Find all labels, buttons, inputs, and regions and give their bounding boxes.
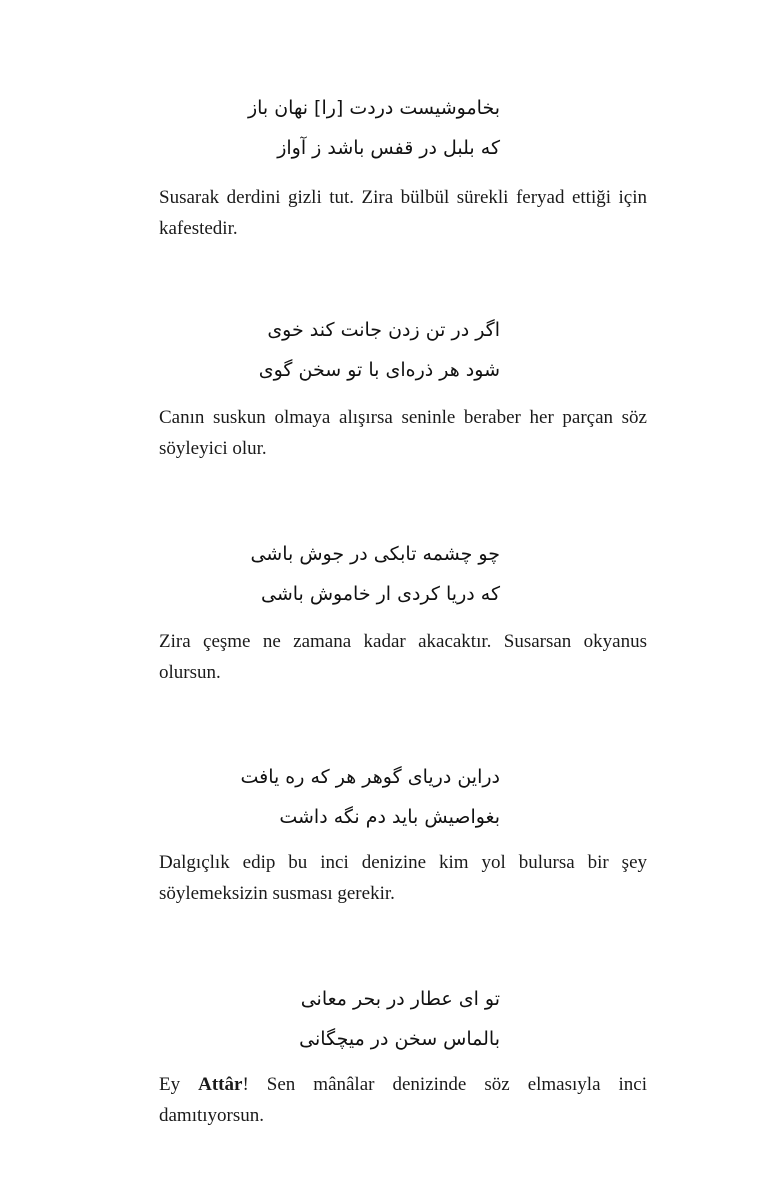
poet-name: Attâr — [198, 1074, 243, 1095]
persian-verse-line-1: تو ای عطار در بحر معانی — [300, 988, 500, 1010]
persian-verse-line-1: اگر در تن زدن جانت کند خوی — [267, 319, 500, 341]
persian-verse-line-2: بغواصیش باید دم نگه داشت — [279, 806, 500, 828]
turkish-translation: Canın suskun olmaya alışırsa seninle beraber her parçan söz söyleyici olur. — [159, 407, 647, 459]
turkish-translation: Susarak derdini gizli tut. Zira bülbül sürekli feryad ettiği için kafestedir. — [159, 187, 647, 239]
persian-verse-line-2: شود هر ذره‌ای با تو سخن گوی — [258, 359, 500, 381]
turkish-translation: Zira çeşme ne zamana kadar akacaktır. Susarsan okyanus olursun. — [159, 631, 647, 683]
turkish-translation — [159, 1069, 647, 1131]
persian-verse-line-2: بالماس سخن در میچگانی — [299, 1028, 500, 1050]
persian-verse-line-1: بخاموشیست دردت [را] نهان باز — [247, 97, 500, 119]
persian-verse-line-2: که بلبل در قفس باشد ز آواز — [277, 137, 500, 159]
turkish-translation: Dalgıçlık edip bu inci denizine kim yol bulursa bir şey söylemeksizin susması gerekir. — [159, 852, 647, 904]
persian-verse-line-1: دراین دریای گوهر هر که ره یافت — [240, 766, 500, 788]
persian-verse-line-2: که دریا کردی ار خاموش باشی — [260, 583, 500, 605]
persian-verse-line-1: چو چشمه تابکی در جوش باشی — [250, 543, 500, 565]
translation-rest: ! Sen mânâlar denizinde söz elmasıyla inci damıtıyorsun. — [159, 1074, 647, 1126]
translation-prefix: Ey — [159, 1074, 199, 1095]
